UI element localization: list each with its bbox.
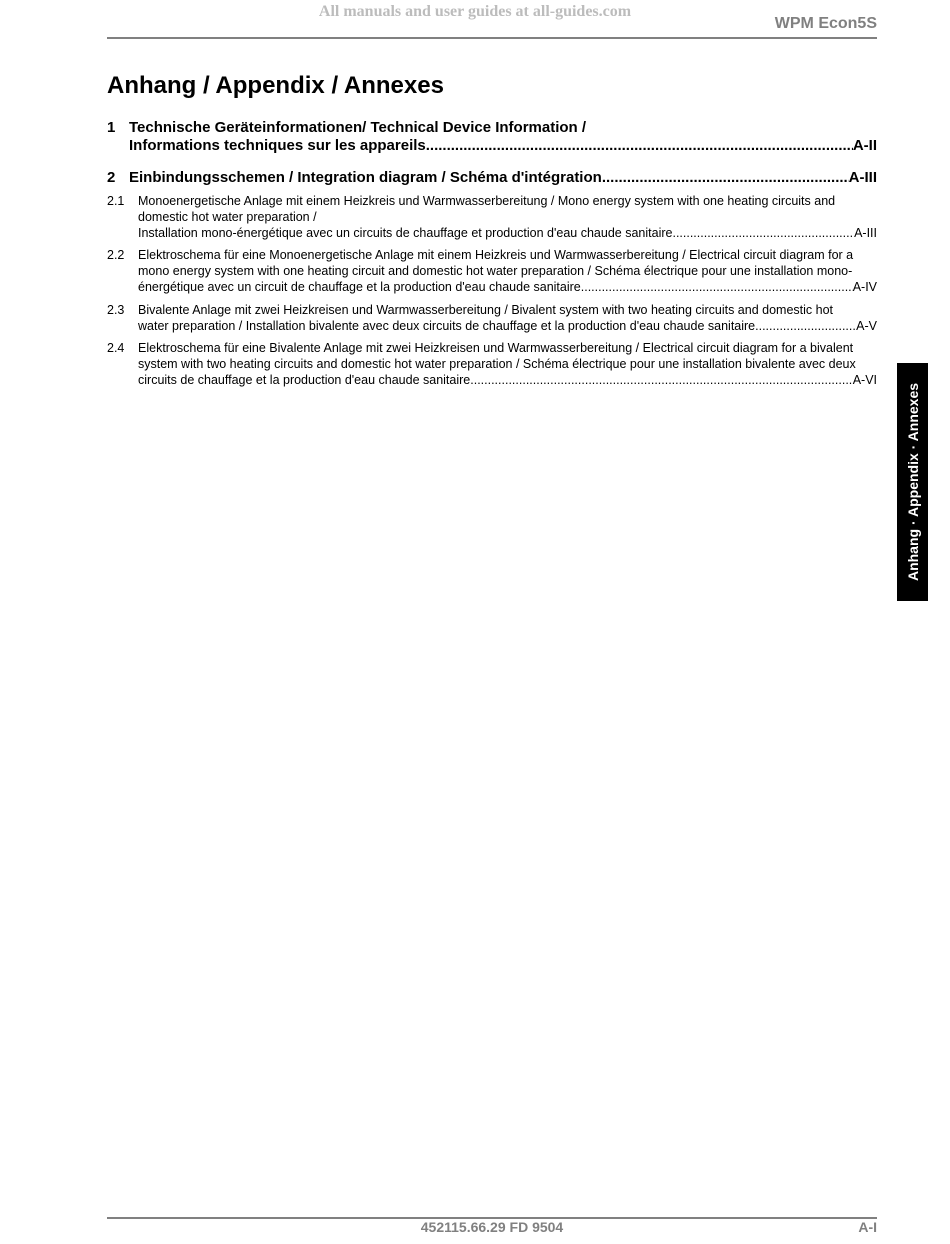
toc-page-ref: A-III <box>848 169 877 186</box>
leader-dots <box>426 137 853 155</box>
toc-entry-1[interactable] <box>107 119 877 155</box>
leader-dots <box>755 318 856 334</box>
document-title: WPM Econ5S <box>774 15 877 32</box>
toc-entry-text-line: Elektroschema für eine Monoenergetische Anlage mit einem Heizkreis und Warmwasserbereitung / Electrical circuit diagram for a <box>138 248 854 262</box>
toc-entry-text-line: water preparation / Installation bivalente avec deux circuits de chauffage et la production d'eau chaude sanitaire <box>138 319 756 333</box>
toc-entry-2-1[interactable] <box>107 193 877 241</box>
leader-dots <box>602 169 849 187</box>
toc-entry-text-line: Einbindungsschemen / Integration diagram / Schéma d'intégration <box>129 169 602 186</box>
toc-entry-2-2[interactable] <box>107 247 877 295</box>
toc-entry-text-line: system with two heating circuits and domestic hot water preparation / Schéma électrique pour une installation bivalente avec deux <box>138 357 856 371</box>
toc-entry-text-line: Bivalente Anlage mit zwei Heizkreisen und Warmwasserbereitung / Bivalent system with two heating circuits and domestic hot <box>138 303 833 317</box>
footer-page-number: A-I <box>858 1219 877 1235</box>
toc-entry-text-line: Elektroschema für eine Bivalente Anlage mit zwei Heizkreisen und Warmwasserbereitung / Electrical circuit diagram for a bivalent <box>138 341 854 355</box>
toc-entry-number: 2.2 <box>107 248 125 262</box>
toc-entry-number: 2.4 <box>107 341 125 355</box>
toc-entry-text-line: domestic hot water preparation / <box>138 210 317 224</box>
toc-entry-text-line: circuits de chauffage et la production d'eau chaude sanitaire <box>138 373 471 387</box>
toc-page-ref: A-VI <box>852 373 877 387</box>
toc-entry-text-line: Informations techniques sur les appareils <box>129 137 426 154</box>
toc-entry-number: 2.1 <box>107 194 125 208</box>
toc-entry-number: 1 <box>107 119 116 136</box>
toc-entry-text-line: Technische Geräteinformationen/ Technical Device Information / <box>129 119 587 136</box>
toc-entry-text-line: énergétique avec un circuit de chauffage et la production d'eau chaude sanitaire <box>138 280 581 294</box>
toc-entry-2-4[interactable] <box>107 340 877 388</box>
toc-page-ref: A-II <box>852 137 877 154</box>
leader-dots <box>672 225 854 241</box>
watermark-text: All manuals and user guides at all-guides.com <box>318 3 632 20</box>
toc-entry-text-line: Installation mono-énergétique avec un circuits de chauffage et production d'eau chaude sanitaire <box>138 226 673 240</box>
toc-entry-text-line: mono energy system with one heating circuit and domestic hot water preparation / Schéma électrique pour une installation mono- <box>138 264 853 278</box>
side-tab-label: Anhang · Appendix · Annexes <box>904 382 921 582</box>
toc-entry-2-3[interactable] <box>107 302 877 334</box>
leader-dots <box>470 372 852 388</box>
toc-page-ref: A-IV <box>852 280 877 294</box>
footer-document-code: 452115.66.29 FD 9504 <box>420 1219 564 1235</box>
toc-entry-number: 2.3 <box>107 303 125 317</box>
toc-entry-text-line: Monoenergetische Anlage mit einem Heizkreis und Warmwasserbereitung / Mono energy system with one heating circuits and <box>138 194 836 208</box>
page-heading: Anhang / Appendix / Annexes <box>107 72 444 99</box>
toc-entry-number: 2 <box>107 169 116 186</box>
toc-entry-2[interactable] <box>107 169 877 187</box>
toc-page-ref: A-III <box>854 226 877 240</box>
section-side-tab <box>897 363 928 601</box>
header-rule <box>107 37 877 39</box>
leader-dots <box>581 279 853 295</box>
toc-page-ref: A-V <box>856 319 877 333</box>
